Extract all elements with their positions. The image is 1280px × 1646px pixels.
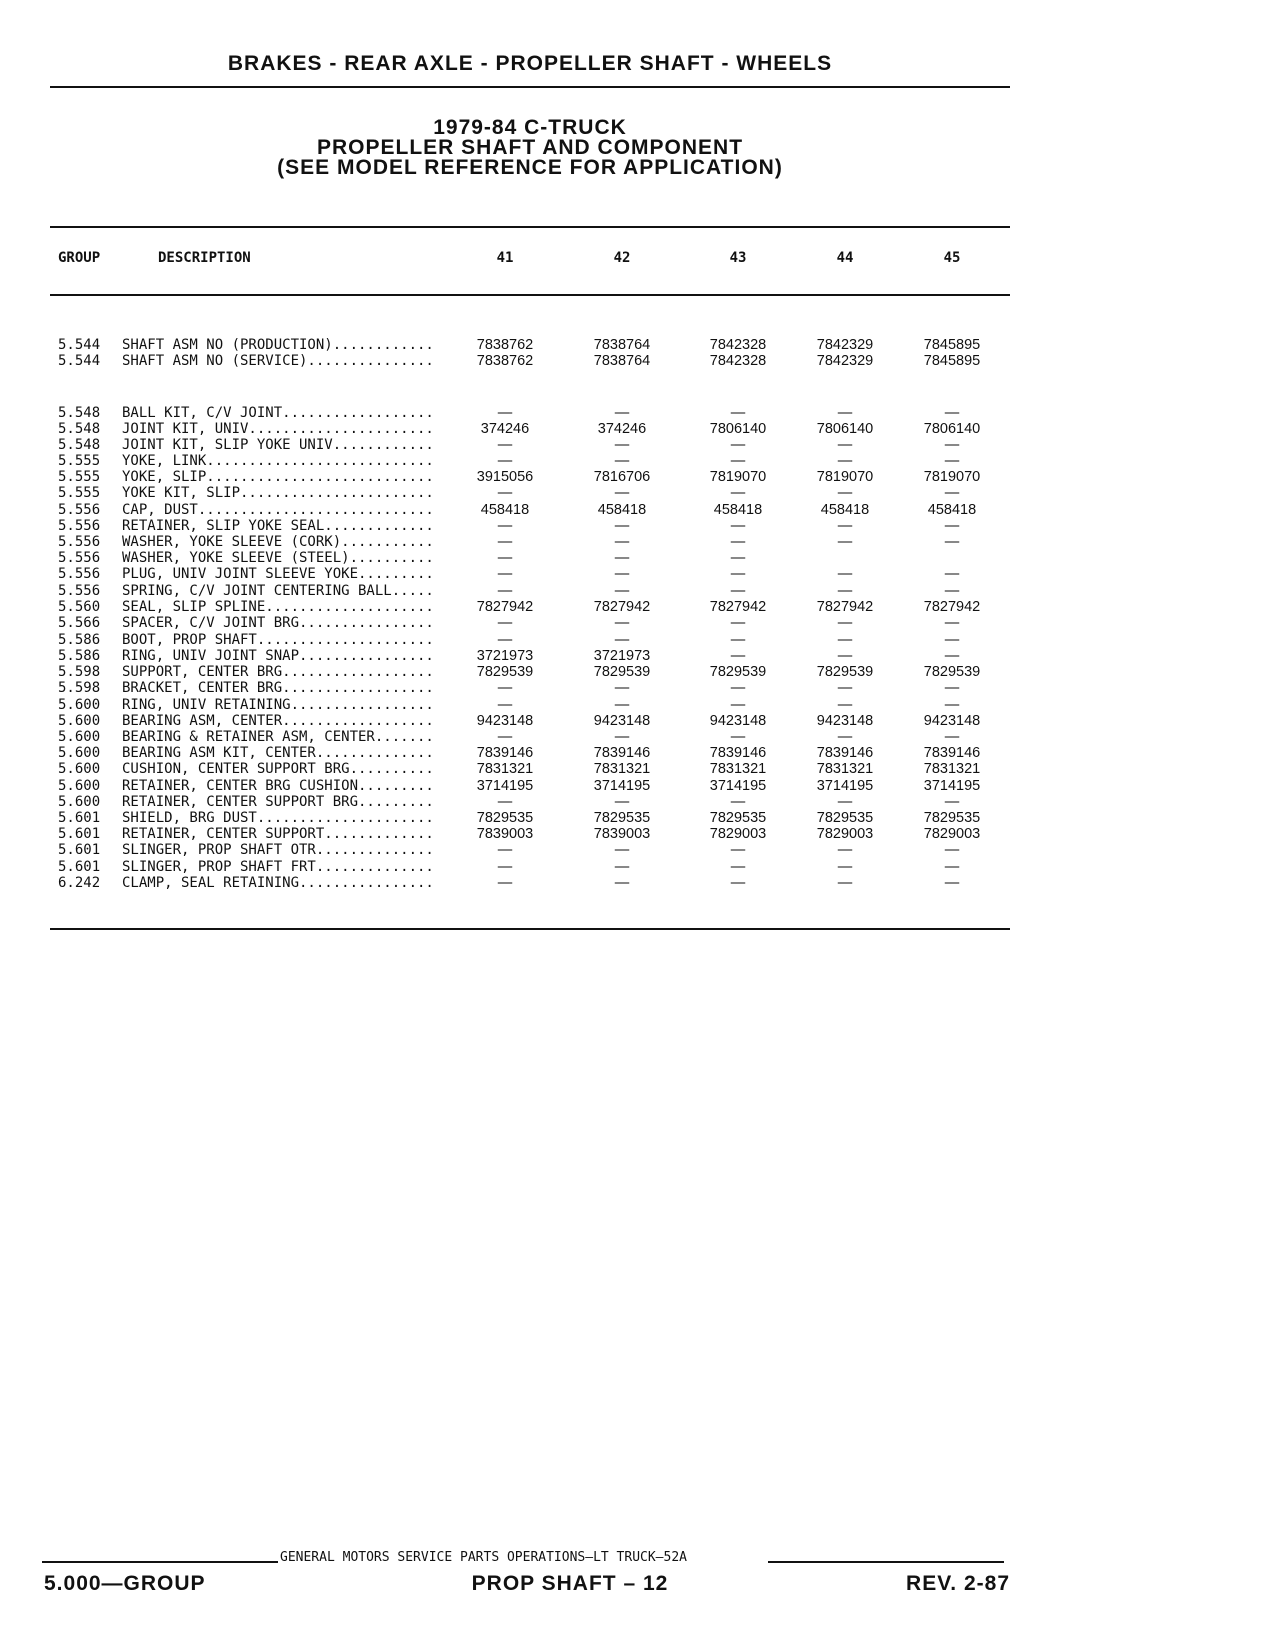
row-part-number: 458418: [820, 502, 870, 518]
row-part-number: 7829003: [709, 826, 767, 842]
table-row: [0, 534, 1280, 550]
row-part-number: —: [837, 583, 853, 599]
table-row: [0, 697, 1280, 713]
row-description: YOKE KIT, SLIP.......................: [122, 485, 434, 501]
row-part-number: —: [614, 794, 630, 810]
row-part-number: 7845895: [923, 337, 981, 353]
row-part-number: 7827942: [476, 599, 534, 615]
row-part-number: 3714195: [816, 778, 874, 794]
page-header-title: BRAKES - REAR AXLE - PROPELLER SHAFT - WHEELS: [227, 52, 833, 75]
row-part-number: —: [614, 875, 630, 891]
row-description: CUSHION, CENTER SUPPORT BRG..........: [122, 761, 434, 777]
row-part-number: —: [944, 697, 960, 713]
row-group-number: 5.556: [58, 502, 101, 518]
row-part-number: —: [944, 534, 960, 550]
row-group-number: 5.600: [58, 778, 101, 794]
row-description: RETAINER, CENTER SUPPORT BRG.........: [122, 794, 434, 810]
row-part-number: 7806140: [923, 421, 981, 437]
row-part-number: —: [944, 405, 960, 421]
row-part-number: —: [837, 437, 853, 453]
row-part-number: 7839146: [816, 745, 874, 761]
table-row: [0, 729, 1280, 745]
column-header-model-41: 41: [496, 250, 514, 266]
row-part-number: 7831321: [923, 761, 981, 777]
row-part-number: —: [614, 437, 630, 453]
row-group-number: 5.586: [58, 648, 101, 664]
row-description: RETAINER, CENTER BRG CUSHION.........: [122, 778, 434, 794]
row-description: SHIELD, BRG DUST.....................: [122, 810, 434, 826]
row-part-number: 3714195: [709, 778, 767, 794]
row-group-number: 5.556: [58, 550, 101, 566]
row-part-number: —: [497, 697, 513, 713]
row-part-number: —: [837, 648, 853, 664]
row-part-number: —: [944, 859, 960, 875]
row-part-number: 374246: [597, 421, 647, 437]
row-group-number: 5.544: [58, 337, 101, 353]
row-part-number: —: [614, 405, 630, 421]
table-row: [0, 826, 1280, 842]
row-part-number: —: [497, 842, 513, 858]
row-part-number: —: [730, 437, 746, 453]
row-part-number: 7839146: [593, 745, 651, 761]
row-group-number: 5.600: [58, 697, 101, 713]
row-part-number: —: [837, 566, 853, 582]
row-part-number: —: [730, 518, 746, 534]
footer-page-label: PROP SHAFT – 12: [471, 1572, 669, 1595]
row-part-number: —: [837, 405, 853, 421]
row-part-number: —: [944, 729, 960, 745]
row-part-number: —: [837, 859, 853, 875]
row-part-number: —: [497, 859, 513, 875]
row-group-number: 5.600: [58, 729, 101, 745]
row-part-number: 7806140: [816, 421, 874, 437]
row-group-number: 5.601: [58, 810, 101, 826]
row-part-number: 7839003: [476, 826, 534, 842]
row-part-number: 7842328: [709, 353, 767, 369]
row-description: YOKE, SLIP...........................: [122, 469, 434, 485]
row-description: CLAMP, SEAL RETAINING................: [122, 875, 434, 891]
row-description: CAP, DUST............................: [122, 502, 434, 518]
row-description: SUPPORT, CENTER BRG..................: [122, 664, 434, 680]
row-part-number: 9423148: [476, 713, 534, 729]
table-bottom-rule: [50, 928, 1010, 930]
row-part-number: —: [730, 534, 746, 550]
table-row: [0, 353, 1280, 369]
row-part-number: 3714195: [923, 778, 981, 794]
row-part-number: —: [944, 583, 960, 599]
row-description: PLUG, UNIV JOINT SLEEVE YOKE.........: [122, 566, 434, 582]
row-part-number: 7831321: [593, 761, 651, 777]
table-row: [0, 469, 1280, 485]
row-description: SHAFT ASM NO (PRODUCTION)............: [122, 337, 434, 353]
row-description: BEARING ASM KIT, CENTER..............: [122, 745, 434, 761]
row-part-number: —: [730, 632, 746, 648]
footer-rule-right: [768, 1561, 1004, 1563]
table-row: [0, 337, 1280, 353]
row-group-number: 5.548: [58, 405, 101, 421]
row-description: BRACKET, CENTER BRG..................: [122, 680, 434, 696]
row-part-number: —: [837, 875, 853, 891]
row-group-number: 5.598: [58, 664, 101, 680]
doc-title-line2: PROPELLER SHAFT AND COMPONENT: [316, 136, 744, 159]
row-part-number: 7842329: [816, 337, 874, 353]
row-part-number: —: [944, 648, 960, 664]
row-group-number: 5.555: [58, 485, 101, 501]
row-group-number: 5.548: [58, 437, 101, 453]
table-row: [0, 632, 1280, 648]
row-part-number: —: [944, 632, 960, 648]
row-part-number: —: [614, 842, 630, 858]
table-top-rule: [50, 226, 1010, 228]
header-rule: [50, 86, 1010, 88]
row-part-number: —: [497, 875, 513, 891]
table-row: [0, 437, 1280, 453]
row-group-number: 5.601: [58, 842, 101, 858]
row-group-number: 6.242: [58, 875, 101, 891]
row-group-number: 5.586: [58, 632, 101, 648]
table-row: [0, 745, 1280, 761]
row-part-number: —: [497, 566, 513, 582]
row-part-number: —: [497, 453, 513, 469]
table-row: [0, 680, 1280, 696]
table-row: [0, 518, 1280, 534]
row-part-number: —: [944, 842, 960, 858]
row-group-number: 5.556: [58, 583, 101, 599]
row-description: BOOT, PROP SHAFT.....................: [122, 632, 434, 648]
table-row: [0, 794, 1280, 810]
row-description: BEARING & RETAINER ASM, CENTER.......: [122, 729, 434, 745]
row-part-number: 7827942: [709, 599, 767, 615]
row-part-number: 7839146: [476, 745, 534, 761]
table-header-rule: [50, 294, 1010, 296]
row-part-number: 7838764: [593, 337, 651, 353]
row-description: RING, UNIV RETAINING.................: [122, 697, 434, 713]
row-part-number: 7819070: [816, 469, 874, 485]
row-part-number: —: [614, 583, 630, 599]
row-part-number: 7842329: [816, 353, 874, 369]
row-part-number: 7827942: [593, 599, 651, 615]
column-header-model-44: 44: [836, 250, 854, 266]
row-part-number: 7827942: [816, 599, 874, 615]
doc-title-line1: 1979-84 C-TRUCK: [433, 116, 627, 139]
row-part-number: 9423148: [923, 713, 981, 729]
row-part-number: 7839003: [593, 826, 651, 842]
row-group-number: 5.600: [58, 745, 101, 761]
row-part-number: 7829003: [816, 826, 874, 842]
row-part-number: 7829539: [923, 664, 981, 680]
table-row: [0, 842, 1280, 858]
row-part-number: —: [837, 729, 853, 745]
table-row: [0, 566, 1280, 582]
row-part-number: 7831321: [476, 761, 534, 777]
row-part-number: —: [944, 566, 960, 582]
row-part-number: —: [730, 729, 746, 745]
row-part-number: 3714195: [476, 778, 534, 794]
row-description: SLINGER, PROP SHAFT FRT..............: [122, 859, 434, 875]
footer-revision-label: REV. 2-87: [906, 1572, 1010, 1595]
row-group-number: 5.544: [58, 353, 101, 369]
row-part-number: 7838764: [593, 353, 651, 369]
column-header-model-43: 43: [729, 250, 747, 266]
row-part-number: —: [944, 615, 960, 631]
row-part-number: —: [614, 453, 630, 469]
table-row: [0, 550, 1280, 566]
row-part-number: 7839146: [923, 745, 981, 761]
row-part-number: —: [497, 729, 513, 745]
row-description: SLINGER, PROP SHAFT OTR..............: [122, 842, 434, 858]
row-part-number: —: [614, 632, 630, 648]
row-part-number: 7819070: [923, 469, 981, 485]
row-part-number: 7829539: [593, 664, 651, 680]
table-row: [0, 875, 1280, 891]
table-row: [0, 453, 1280, 469]
row-part-number: —: [944, 485, 960, 501]
row-part-number: 9423148: [816, 713, 874, 729]
row-group-number: 5.600: [58, 794, 101, 810]
row-part-number: —: [944, 875, 960, 891]
table-row: [0, 615, 1280, 631]
row-part-number: 7806140: [709, 421, 767, 437]
row-description: SEAL, SLIP SPLINE....................: [122, 599, 434, 615]
row-part-number: —: [614, 697, 630, 713]
row-part-number: —: [730, 405, 746, 421]
column-header-description: DESCRIPTION: [158, 250, 251, 266]
row-part-number: —: [497, 534, 513, 550]
row-group-number: 5.601: [58, 859, 101, 875]
table-row: [0, 761, 1280, 777]
row-part-number: —: [730, 794, 746, 810]
row-part-number: —: [614, 550, 630, 566]
row-part-number: —: [730, 842, 746, 858]
table-row: [0, 583, 1280, 599]
row-description: SHAFT ASM NO (SERVICE)...............: [122, 353, 434, 369]
row-part-number: —: [837, 534, 853, 550]
column-header-model-45: 45: [943, 250, 961, 266]
row-part-number: —: [497, 794, 513, 810]
row-part-number: 3915056: [476, 469, 534, 485]
row-part-number: —: [614, 680, 630, 696]
row-part-number: 7829539: [476, 664, 534, 680]
table-row: [0, 778, 1280, 794]
row-part-number: 7829535: [709, 810, 767, 826]
row-part-number: 7838762: [476, 353, 534, 369]
row-part-number: 458418: [480, 502, 530, 518]
row-part-number: —: [837, 518, 853, 534]
table-row: [0, 421, 1280, 437]
table-row: [0, 810, 1280, 826]
row-part-number: —: [497, 405, 513, 421]
row-part-number: —: [497, 583, 513, 599]
row-part-number: —: [837, 680, 853, 696]
row-group-number: 5.560: [58, 599, 101, 615]
row-part-number: 7831321: [709, 761, 767, 777]
row-part-number: —: [837, 842, 853, 858]
row-description: BEARING ASM, CENTER..................: [122, 713, 434, 729]
row-part-number: —: [614, 729, 630, 745]
row-part-number: —: [730, 697, 746, 713]
row-group-number: 5.548: [58, 421, 101, 437]
row-description: SPRING, C/V JOINT CENTERING BALL.....: [122, 583, 434, 599]
footer-publisher-text: GENERAL MOTORS SERVICE PARTS OPERATIONS—LT TRUCK—52A: [280, 1550, 687, 1565]
table-row: [0, 405, 1280, 421]
row-part-number: 7842328: [709, 337, 767, 353]
row-part-number: —: [497, 485, 513, 501]
row-part-number: 7829535: [476, 810, 534, 826]
row-part-number: 7831321: [816, 761, 874, 777]
row-description: WASHER, YOKE SLEEVE (STEEL)..........: [122, 550, 434, 566]
table-row: [0, 859, 1280, 875]
row-description: RETAINER, CENTER SUPPORT.............: [122, 826, 434, 842]
table-row: [0, 664, 1280, 680]
row-description: JOINT KIT, SLIP YOKE UNIV............: [122, 437, 434, 453]
row-part-number: —: [614, 859, 630, 875]
row-part-number: 7829539: [816, 664, 874, 680]
row-part-number: —: [730, 875, 746, 891]
row-part-number: 458418: [713, 502, 763, 518]
row-part-number: —: [497, 680, 513, 696]
row-group-number: 5.566: [58, 615, 101, 631]
row-part-number: 7845895: [923, 353, 981, 369]
row-part-number: —: [730, 583, 746, 599]
row-part-number: —: [730, 453, 746, 469]
row-part-number: 7839146: [709, 745, 767, 761]
table-row: [0, 502, 1280, 518]
row-part-number: 9423148: [593, 713, 651, 729]
row-group-number: 5.601: [58, 826, 101, 842]
row-part-number: —: [944, 680, 960, 696]
row-description: RING, UNIV JOINT SNAP................: [122, 648, 434, 664]
column-header-model-42: 42: [613, 250, 631, 266]
row-part-number: —: [730, 859, 746, 875]
row-part-number: —: [497, 632, 513, 648]
table-row: [0, 599, 1280, 615]
row-part-number: —: [730, 550, 746, 566]
row-group-number: 5.600: [58, 761, 101, 777]
row-part-number: —: [837, 632, 853, 648]
row-part-number: —: [944, 453, 960, 469]
row-part-number: 458418: [927, 502, 977, 518]
row-part-number: —: [614, 485, 630, 501]
row-part-number: —: [497, 518, 513, 534]
row-part-number: 7829535: [816, 810, 874, 826]
row-part-number: 9423148: [709, 713, 767, 729]
row-part-number: 374246: [480, 421, 530, 437]
row-description: JOINT KIT, UNIV......................: [122, 421, 434, 437]
row-group-number: 5.555: [58, 453, 101, 469]
row-part-number: 3714195: [593, 778, 651, 794]
row-part-number: —: [730, 485, 746, 501]
row-part-number: 7829539: [709, 664, 767, 680]
row-part-number: 7829003: [923, 826, 981, 842]
row-part-number: —: [614, 534, 630, 550]
row-group-number: 5.555: [58, 469, 101, 485]
row-part-number: —: [497, 615, 513, 631]
row-group-number: 5.556: [58, 566, 101, 582]
table-row: [0, 648, 1280, 664]
table-row: [0, 485, 1280, 501]
row-part-number: —: [837, 697, 853, 713]
row-description: YOKE, LINK...........................: [122, 453, 434, 469]
row-description: SPACER, C/V JOINT BRG................: [122, 615, 434, 631]
row-part-number: —: [730, 680, 746, 696]
row-part-number: 458418: [597, 502, 647, 518]
footer-rule-left: [42, 1561, 278, 1563]
row-part-number: —: [730, 648, 746, 664]
row-part-number: —: [944, 794, 960, 810]
column-header-group: GROUP: [58, 250, 101, 266]
row-part-number: —: [497, 437, 513, 453]
row-part-number: 7827942: [923, 599, 981, 615]
row-part-number: 7838762: [476, 337, 534, 353]
row-part-number: 7829535: [593, 810, 651, 826]
row-description: RETAINER, SLIP YOKE SEAL.............: [122, 518, 434, 534]
row-part-number: —: [837, 794, 853, 810]
row-part-number: —: [614, 615, 630, 631]
row-description: BALL KIT, C/V JOINT..................: [122, 405, 434, 421]
row-group-number: 5.600: [58, 713, 101, 729]
footer-group-label: 5.000—GROUP: [44, 1572, 206, 1595]
row-part-number: 3721973: [593, 648, 651, 664]
row-part-number: —: [837, 485, 853, 501]
row-part-number: —: [837, 453, 853, 469]
row-part-number: —: [730, 566, 746, 582]
row-part-number: —: [730, 615, 746, 631]
row-part-number: —: [944, 437, 960, 453]
doc-title-line3: (SEE MODEL REFERENCE FOR APPLICATION): [277, 156, 783, 179]
row-part-number: —: [944, 518, 960, 534]
row-description: WASHER, YOKE SLEEVE (CORK)...........: [122, 534, 434, 550]
row-part-number: 3721973: [476, 648, 534, 664]
row-part-number: —: [497, 550, 513, 566]
row-part-number: 7819070: [709, 469, 767, 485]
row-group-number: 5.598: [58, 680, 101, 696]
row-part-number: 7829535: [923, 810, 981, 826]
row-part-number: —: [614, 566, 630, 582]
row-group-number: 5.556: [58, 534, 101, 550]
table-row: [0, 713, 1280, 729]
row-part-number: —: [837, 615, 853, 631]
row-group-number: 5.556: [58, 518, 101, 534]
row-part-number: 7816706: [593, 469, 651, 485]
row-part-number: —: [614, 518, 630, 534]
